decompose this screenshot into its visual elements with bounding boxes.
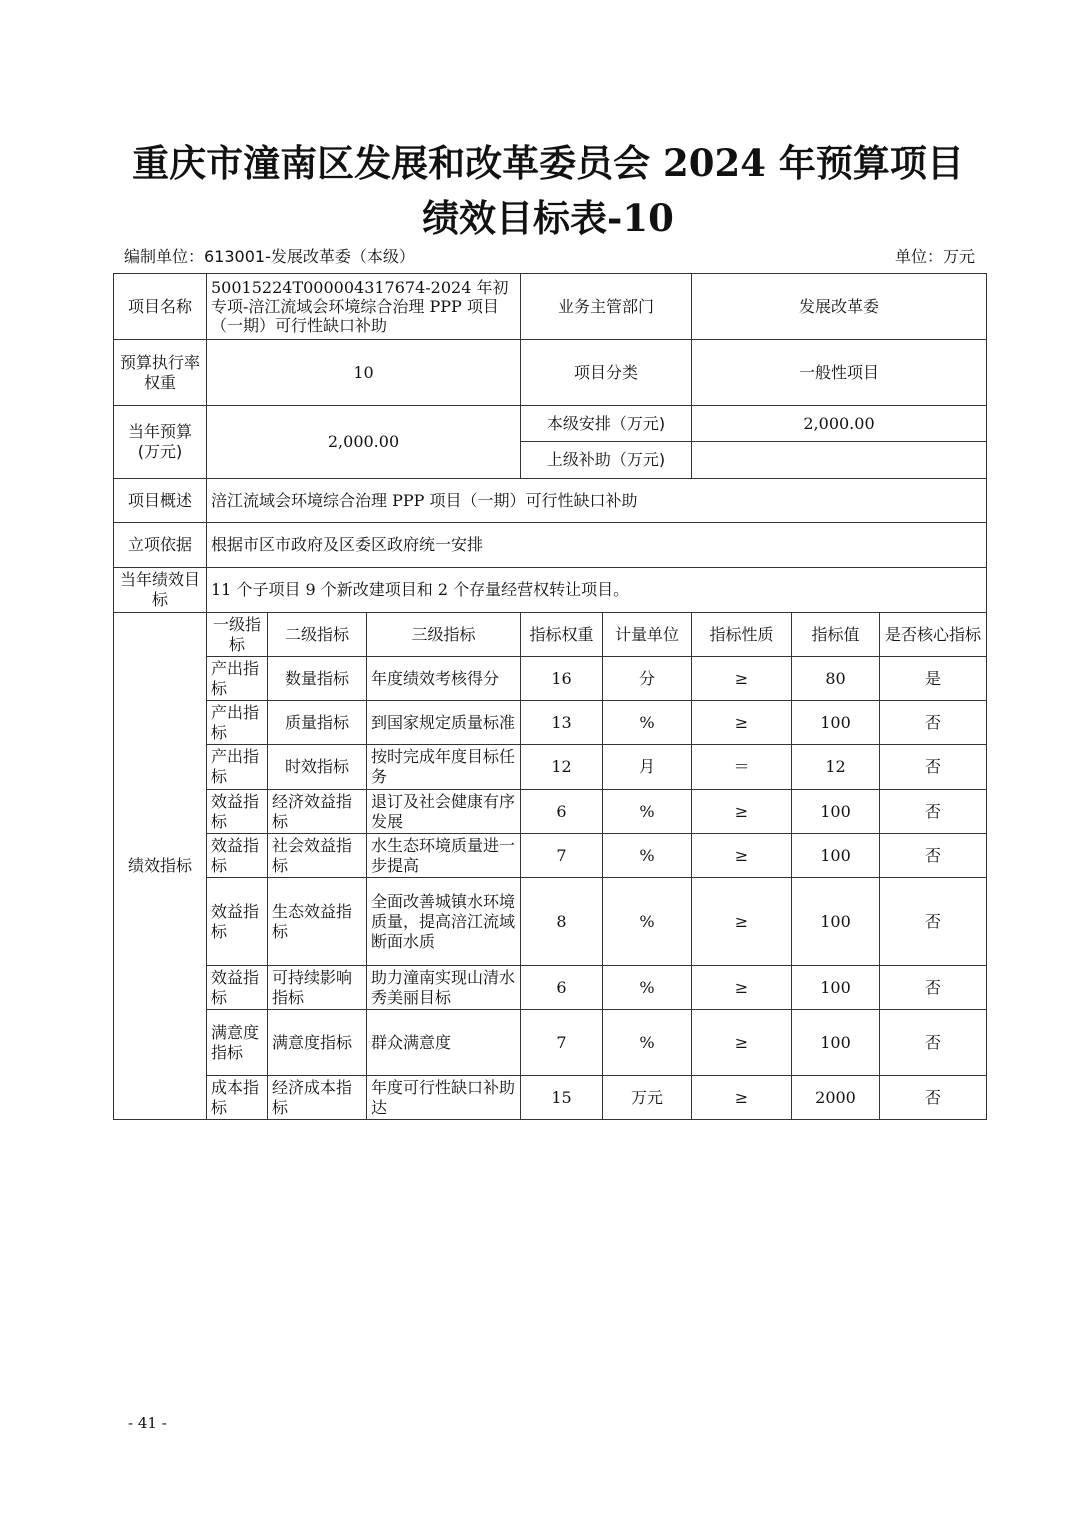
basis-value: 根据市区市政府及区委区政府统一安排	[207, 523, 987, 568]
goal-value: 11 个子项目 9 个新改建项目和 2 个存量经营权转让项目。	[207, 568, 987, 613]
cell-level2: 社会效益指标	[268, 834, 367, 878]
cell-nature: ≥	[692, 1076, 792, 1120]
cell-nature: ≥	[692, 701, 792, 745]
cell-nature: ≥	[692, 790, 792, 834]
indicator-row	[114, 701, 987, 745]
cell-level1: 效益指标	[207, 966, 268, 1010]
cell-level2: 满意度指标	[268, 1010, 367, 1076]
cell-core: 否	[880, 878, 987, 966]
cell-level3: 水生态环境质量进一步提高	[367, 834, 521, 878]
exec-weight-value: 10	[207, 340, 521, 406]
compiling-unit: 编制单位：613001-发展改革委（本级）	[124, 247, 415, 266]
cell-unit: %	[603, 966, 692, 1010]
header-core: 是否核心指标	[880, 613, 987, 657]
indicators-label: 绩效指标	[114, 613, 207, 1120]
header-unit: 计量单位	[603, 613, 692, 657]
cell-weight: 12	[521, 745, 603, 790]
cell-core: 否	[880, 745, 987, 790]
cell-level2: 质量指标	[268, 701, 367, 745]
cell-value: 100	[792, 1010, 880, 1076]
cell-level2: 可持续影响指标	[268, 966, 367, 1010]
superior-subsidy-label: 上级补助（万元)	[521, 442, 692, 479]
cell-unit: %	[603, 790, 692, 834]
cell-unit: 月	[603, 745, 692, 790]
cell-level3: 按时完成年度目标任务	[367, 745, 521, 790]
document-title-line2: 绩效目标表-10	[422, 196, 674, 240]
cell-core: 否	[880, 1010, 987, 1076]
superior-subsidy-value	[692, 442, 987, 479]
header-level2: 二级指标	[268, 613, 367, 657]
row-budget	[114, 406, 987, 442]
cell-value: 100	[792, 878, 880, 966]
cell-level3: 年度绩效考核得分	[367, 657, 521, 701]
cell-nature: ≥	[692, 878, 792, 966]
cell-nature: ≥	[692, 834, 792, 878]
row-basis	[114, 523, 987, 568]
local-budget-label: 本级安排（万元)	[521, 406, 692, 442]
cell-value: 2000	[792, 1076, 880, 1120]
project-name-value: 50015224T000004317674-2024 年初专项-涪江流域会环境综合治理 PPP 项目（一期）可行性缺口补助	[207, 274, 521, 340]
header-level1: 一级指标	[207, 613, 268, 657]
header-level3: 三级指标	[367, 613, 521, 657]
cell-nature: ≥	[692, 657, 792, 701]
cell-weight: 7	[521, 1010, 603, 1076]
row-project-name	[114, 274, 987, 340]
performance-target-table	[113, 273, 987, 1120]
cell-level1: 成本指标	[207, 1076, 268, 1120]
cell-weight: 16	[521, 657, 603, 701]
document-title-line1: 重庆市潼南区发展和改革委员会 2024 年预算项目	[132, 141, 964, 185]
cell-value: 100	[792, 966, 880, 1010]
cell-level3: 到国家规定质量标准	[367, 701, 521, 745]
cell-unit: 分	[603, 657, 692, 701]
cell-core: 否	[880, 1076, 987, 1120]
cell-level3: 退订及社会健康有序发展	[367, 790, 521, 834]
cell-level2: 生态效益指标	[268, 878, 367, 966]
cell-value: 12	[792, 745, 880, 790]
cell-level1: 产出指标	[207, 657, 268, 701]
cell-nature: ≥	[692, 966, 792, 1010]
cell-level1: 产出指标	[207, 745, 268, 790]
cell-level1: 效益指标	[207, 790, 268, 834]
exec-weight-label: 预算执行率权重	[114, 340, 207, 406]
cell-level1: 效益指标	[207, 834, 268, 878]
cell-level3: 全面改善城镇水环境质量，提高涪江流域断面水质	[367, 878, 521, 966]
cell-core: 否	[880, 790, 987, 834]
cell-level2: 数量指标	[268, 657, 367, 701]
cell-value: 100	[792, 701, 880, 745]
indicator-row	[114, 834, 987, 878]
cell-weight: 6	[521, 790, 603, 834]
indicator-row	[114, 1010, 987, 1076]
cell-unit: %	[603, 701, 692, 745]
dept-label: 业务主管部门	[521, 274, 692, 340]
goal-label: 当年绩效目标	[114, 568, 207, 613]
cell-unit: 万元	[603, 1076, 692, 1120]
cell-value: 100	[792, 834, 880, 878]
cell-level3: 群众满意度	[367, 1010, 521, 1076]
cell-nature: ≥	[692, 1010, 792, 1076]
header-value: 指标值	[792, 613, 880, 657]
overview-value: 涪江流域会环境综合治理 PPP 项目（一期）可行性缺口补助	[207, 479, 987, 523]
local-budget-value: 2,000.00	[692, 406, 987, 442]
header-nature: 指标性质	[692, 613, 792, 657]
cell-weight: 13	[521, 701, 603, 745]
row-exec-weight	[114, 340, 987, 406]
cell-unit: %	[603, 878, 692, 966]
indicator-row	[114, 790, 987, 834]
indicator-row	[114, 657, 987, 701]
header-weight: 指标权重	[521, 613, 603, 657]
budget-label: 当年预算(万元)	[114, 406, 207, 479]
cell-unit: %	[603, 1010, 692, 1076]
indicator-row	[114, 745, 987, 790]
cell-weight: 8	[521, 878, 603, 966]
row-goal	[114, 568, 987, 613]
overview-label: 项目概述	[114, 479, 207, 523]
indicator-row	[114, 1076, 987, 1120]
cell-value: 100	[792, 790, 880, 834]
cell-level3: 助力潼南实现山清水秀美丽目标	[367, 966, 521, 1010]
project-name-label: 项目名称	[114, 274, 207, 340]
cell-weight: 15	[521, 1076, 603, 1120]
basis-label: 立项依据	[114, 523, 207, 568]
indicator-row	[114, 966, 987, 1010]
cell-level2: 经济成本指标	[268, 1076, 367, 1120]
currency-unit: 单位：万元	[894, 247, 975, 266]
cell-level3: 年度可行性缺口补助达	[367, 1076, 521, 1120]
row-overview	[114, 479, 987, 523]
budget-value: 2,000.00	[207, 406, 521, 479]
category-label: 项目分类	[521, 340, 692, 406]
indicator-header-row	[114, 613, 987, 657]
cell-unit: %	[603, 834, 692, 878]
cell-level1: 效益指标	[207, 878, 268, 966]
cell-core: 否	[880, 834, 987, 878]
dept-value: 发展改革委	[692, 274, 987, 340]
cell-nature: ＝	[692, 745, 792, 790]
indicator-row	[114, 878, 987, 966]
cell-weight: 6	[521, 966, 603, 1010]
cell-core: 否	[880, 966, 987, 1010]
cell-value: 80	[792, 657, 880, 701]
cell-level2: 经济效益指标	[268, 790, 367, 834]
category-value: 一般性项目	[692, 340, 987, 406]
cell-core: 否	[880, 701, 987, 745]
cell-core: 是	[880, 657, 987, 701]
cell-weight: 7	[521, 834, 603, 878]
cell-level1: 满意度指标	[207, 1010, 268, 1076]
cell-level1: 产出指标	[207, 701, 268, 745]
cell-level2: 时效指标	[268, 745, 367, 790]
page-number: - 41 -	[128, 1414, 167, 1432]
